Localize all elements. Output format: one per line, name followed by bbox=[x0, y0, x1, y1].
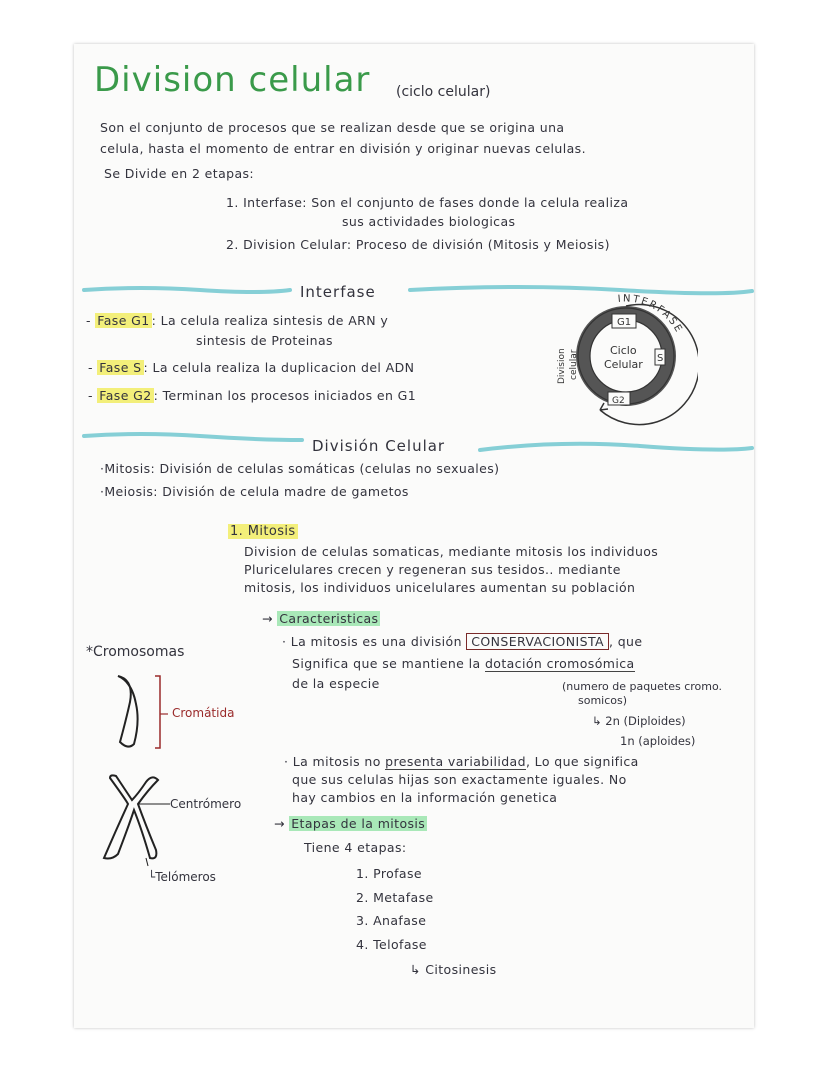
char-1-line-c: de la especie bbox=[292, 676, 380, 691]
char-2-line-c: hay cambios en la información genetica bbox=[292, 790, 558, 805]
char-2-line-b: que sus celulas hijas son exactamente iguales. No bbox=[292, 772, 627, 787]
phase-g1-text-b: sintesis de Proteinas bbox=[196, 333, 333, 348]
intro-item-2: 2. Division Celular: Proceso de división (Mitosis y Meiosis) bbox=[226, 237, 610, 252]
cytokinesis: ↳ Citosinesis bbox=[410, 962, 497, 977]
intro-item-1b: sus actividades biologicas bbox=[342, 214, 516, 229]
division-heading: División Celular bbox=[312, 437, 446, 455]
cycle-s-label: S bbox=[657, 353, 664, 364]
cromatida-label: Cromátida bbox=[172, 706, 235, 720]
telomeros-label: Telómeros bbox=[155, 870, 216, 884]
phase-g2-row: - Fase G2 : Terminan los procesos iniciados en G1 bbox=[88, 388, 417, 403]
stages-heading: Etapas de la mitosis bbox=[291, 816, 426, 831]
stages-intro: Tiene 4 etapas: bbox=[304, 840, 407, 855]
char-1-text-a: · La mitosis es una división bbox=[282, 634, 462, 649]
phase-g1-label: Fase G1 bbox=[97, 313, 150, 328]
page-title: Division celular bbox=[94, 60, 371, 100]
interfase-heading: Interfase bbox=[300, 283, 376, 301]
note-line-4: 1n (aploides) bbox=[620, 734, 696, 748]
stages-row: → Etapas de la mitosis bbox=[274, 816, 426, 831]
centromero-label: Centrómero bbox=[170, 797, 242, 811]
chromatid-drawing bbox=[100, 668, 180, 758]
division-mitosis-line: ·Mitosis: División de celulas somáticas (celulas no sexuales) bbox=[100, 461, 500, 476]
chromosomes-heading: *Cromosomas bbox=[86, 644, 185, 660]
cycle-center-1: Ciclo bbox=[610, 344, 637, 357]
intro-item-1a: 1. Interfase: Son el conjunto de fases donde la celula realiza bbox=[226, 195, 629, 210]
phase-g1-text: : La celula realiza sintesis de ARN y bbox=[151, 313, 389, 328]
stage-item: 1. Profase bbox=[356, 866, 422, 881]
intro-line-3: Se Divide en 2 etapas: bbox=[104, 166, 255, 181]
phase-g2-text: : Terminan los procesos iniciados en G1 bbox=[153, 388, 417, 403]
stage-item: 3. Anafase bbox=[356, 913, 427, 928]
stage-item: 2. Metafase bbox=[356, 890, 434, 905]
phase-s-label: Fase S bbox=[99, 360, 142, 375]
char-1-underlined: dotación cromosómica bbox=[484, 656, 635, 671]
mitosis-desc-2: Pluricelulares crecen y regeneran sus tesidos.. mediante bbox=[244, 562, 621, 577]
cycle-g2-label: G2 bbox=[612, 396, 625, 406]
cell-cycle-diagram bbox=[548, 294, 698, 434]
telomeros-row: └Telómeros bbox=[148, 870, 216, 884]
intro-line-2: celula, hasta el momento de entrar en división y originar nuevas celulas. bbox=[100, 141, 586, 156]
division-meiosis-line: ·Meiosis: División de celula madre de gametos bbox=[100, 484, 409, 499]
cycle-left-2: celular bbox=[569, 349, 579, 380]
chromosome-drawing bbox=[96, 770, 186, 870]
char-2-underlined: presenta variabilidad bbox=[385, 754, 526, 769]
mitosis-heading-row bbox=[228, 524, 298, 539]
phase-g1-row: - Fase G1 : La celula realiza sintesis de ARN y bbox=[86, 313, 389, 328]
mitosis-desc-1: Division de celulas somaticas, mediante mitosis los individuos bbox=[244, 544, 659, 559]
phase-s-row: - Fase S : La celula realiza la duplicacion del ADN bbox=[88, 360, 415, 375]
char-1-line-b bbox=[292, 656, 635, 671]
cycle-center-2: Celular bbox=[604, 358, 643, 371]
intro-line-1: Son el conjunto de procesos que se realizan desde que se origina una bbox=[100, 120, 565, 135]
cycle-g1-label: G1 bbox=[617, 317, 632, 328]
char-2-text-c: , Lo que significa bbox=[525, 754, 639, 769]
page-subtitle: (ciclo celular) bbox=[396, 84, 491, 100]
phase-s-text: : La celula realiza la duplicacion del ADN bbox=[143, 360, 415, 375]
characteristics-row: → Caracteristicas bbox=[262, 611, 379, 626]
phase-g2-label: Fase G2 bbox=[99, 388, 152, 403]
mitosis-desc-3: mitosis, los individuos unicelulares aumentan su población bbox=[244, 580, 636, 595]
char-2-text-a: · La mitosis no bbox=[284, 754, 381, 769]
cycle-outer-label: INTERFASE bbox=[617, 294, 685, 336]
char-1-line-a bbox=[282, 634, 642, 649]
mitosis-heading: 1. Mitosis bbox=[230, 524, 296, 539]
conservacionista-box: CONSERVACIONISTA bbox=[466, 633, 609, 650]
char-2-line-a bbox=[284, 754, 639, 769]
char-1-text-c: Significa que se mantiene la bbox=[292, 656, 481, 671]
cycle-left-1: Division bbox=[557, 348, 567, 384]
characteristics-heading: Caracteristicas bbox=[279, 611, 379, 626]
note-line-1: (numero de paquetes cromo. bbox=[562, 680, 723, 693]
note-line-2: somicos) bbox=[578, 694, 628, 707]
char-1-text-b: , que bbox=[608, 634, 643, 649]
stage-item: 4. Telofase bbox=[356, 937, 427, 952]
note-line-3: ↳ 2n (Diploides) bbox=[592, 714, 686, 728]
